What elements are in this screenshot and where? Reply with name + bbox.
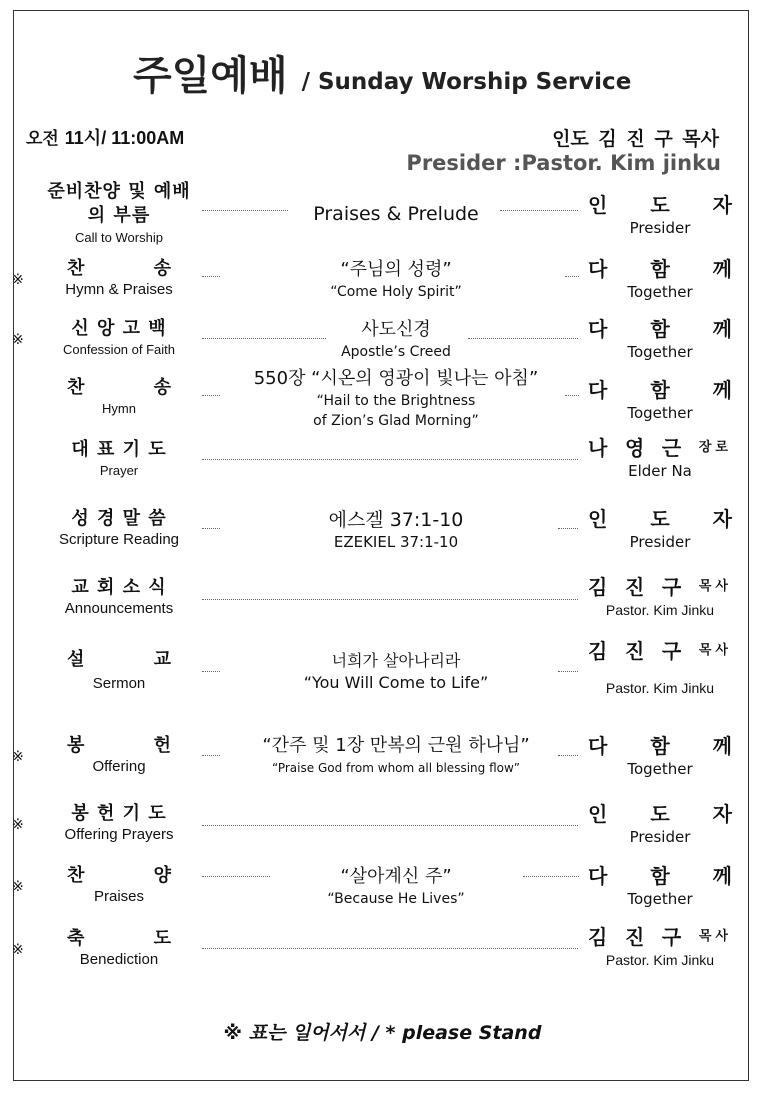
item-content xyxy=(210,202,582,226)
char: 다 xyxy=(588,257,608,281)
item-leader xyxy=(588,435,732,461)
item-korean xyxy=(45,649,193,671)
char: 자 xyxy=(712,802,732,826)
item-label xyxy=(45,803,193,845)
item-english: Call to Worship xyxy=(75,230,163,245)
char: 구 xyxy=(661,575,682,599)
char: 도 xyxy=(650,193,670,217)
item-korean: 대 표 기 도 xyxy=(71,439,167,460)
item-english: Hymn & Praises xyxy=(65,281,173,298)
char: 께 xyxy=(712,734,732,758)
item-korean xyxy=(45,928,193,950)
leader-dots xyxy=(558,528,578,529)
char: 인 xyxy=(588,507,608,531)
item-content xyxy=(210,318,582,362)
item-subtitle: “Come Holy Spirit” xyxy=(330,284,462,300)
item-leader-english: Together xyxy=(627,890,693,908)
item-leader-english: Pastor. Kim Jinku xyxy=(605,952,715,968)
item-content xyxy=(210,865,582,909)
item-title: “간주 및 1장 만복의 근원 하나님” xyxy=(262,735,530,756)
char: 헌 xyxy=(153,735,171,756)
title-english: / Sunday Worship Service xyxy=(301,69,632,95)
leader-dots xyxy=(565,395,579,396)
time-value: 11시/ 11:00AM xyxy=(64,128,185,148)
item-content xyxy=(210,258,582,302)
char: 함 xyxy=(650,734,670,758)
item-korean xyxy=(45,865,193,887)
char: 자 xyxy=(712,193,732,217)
item-label xyxy=(45,508,193,550)
presider-english: Presider :Pastor. Kim jinku xyxy=(406,151,721,175)
item-english: Confession of Faith xyxy=(62,342,175,357)
item-english: Offering Prayers xyxy=(64,826,174,843)
char: 함 xyxy=(650,317,670,341)
item-label xyxy=(45,928,193,970)
item-korean xyxy=(45,735,193,757)
item-label xyxy=(45,649,193,694)
item-leader-english: Together xyxy=(627,404,693,422)
char: 설 xyxy=(67,649,85,670)
service-time xyxy=(26,124,184,150)
item-leader-english: Presider xyxy=(629,219,691,237)
item-english: Offering xyxy=(92,758,146,775)
item-subtitle-2: of Zion’s Glad Morning” xyxy=(313,413,479,429)
leader-title: 목사 xyxy=(698,643,732,658)
char: 찬 xyxy=(67,258,85,279)
item-leader-english: Pastor. Kim Jinku xyxy=(605,680,715,696)
page-title xyxy=(133,44,631,101)
item-leader-english: Together xyxy=(627,283,693,301)
item-leader xyxy=(588,638,732,664)
stand-note: ※ 표는 일어서서 / * please Stand xyxy=(223,1022,542,1044)
item-leader xyxy=(588,316,732,342)
item-leader xyxy=(588,192,732,218)
item-english: Benediction xyxy=(79,951,159,968)
item-korean xyxy=(45,258,193,280)
item-label xyxy=(45,865,193,907)
char: 교 xyxy=(153,649,171,670)
char: 김 xyxy=(588,639,608,663)
item-leader-english: Together xyxy=(627,343,693,361)
char: 송 xyxy=(153,258,171,279)
char: 김 xyxy=(588,925,608,949)
item-label xyxy=(45,258,193,300)
leader-dots xyxy=(202,825,578,826)
char: 께 xyxy=(712,378,732,402)
item-content xyxy=(210,649,582,693)
leader-title: 목사 xyxy=(698,579,732,594)
item-leader xyxy=(588,574,732,600)
leader-title: 장로 xyxy=(698,440,732,455)
item-leader xyxy=(588,733,732,759)
char: 진 xyxy=(624,925,645,949)
item-leader-english: Presider xyxy=(629,533,691,551)
char: 찬 xyxy=(67,377,85,398)
char: 송 xyxy=(153,377,171,398)
item-leader-english: Elder Na xyxy=(628,462,692,480)
char: 찬 xyxy=(67,865,85,886)
leader-dots xyxy=(202,459,578,460)
leader-dots xyxy=(558,671,578,672)
char: 영 xyxy=(624,436,645,460)
item-label xyxy=(45,577,193,619)
item-leader-english: Presider xyxy=(629,828,691,846)
item-subtitle: “Praise God from whom all blessing flow” xyxy=(272,761,520,775)
item-english: Scripture Reading xyxy=(58,531,180,548)
item-leader-cell xyxy=(588,377,732,423)
char: 함 xyxy=(650,864,670,888)
char: 다 xyxy=(588,378,608,402)
item-label xyxy=(45,735,193,777)
char: 다 xyxy=(588,734,608,758)
item-title: Praises & Prelude xyxy=(313,203,479,225)
item-title: “주님의 성령” xyxy=(340,259,452,280)
char: 도 xyxy=(650,802,670,826)
leader-dots xyxy=(558,755,578,756)
item-subtitle: Apostle’s Creed xyxy=(341,344,451,360)
stand-mark: ※ xyxy=(12,817,24,833)
stand-mark: ※ xyxy=(12,942,24,958)
item-label xyxy=(45,377,193,419)
item-leader-cell xyxy=(588,924,732,970)
item-leader-cell xyxy=(588,435,732,481)
item-leader xyxy=(588,377,732,403)
char: 봉 xyxy=(67,735,85,756)
item-title: “살아계신 주” xyxy=(340,866,452,887)
item-english: Praises xyxy=(93,888,145,905)
item-english: Announcements xyxy=(64,600,174,617)
stand-mark: ※ xyxy=(12,272,24,288)
char: 인 xyxy=(588,802,608,826)
item-leader-cell xyxy=(588,733,732,779)
item-leader-cell xyxy=(588,801,732,847)
stand-mark: ※ xyxy=(12,879,24,895)
char: 김 xyxy=(588,575,608,599)
char: 구 xyxy=(661,639,682,663)
item-leader-cell xyxy=(588,192,732,238)
leader-dots xyxy=(523,876,579,877)
char: 양 xyxy=(153,865,171,886)
char: 다 xyxy=(588,317,608,341)
item-title: 사도신경 xyxy=(361,319,431,340)
item-subtitle: “Hail to the Brightness xyxy=(316,393,476,409)
item-label xyxy=(45,439,193,481)
item-leader-english: Pastor. Kim Jinku xyxy=(605,602,715,618)
item-english: Prayer xyxy=(99,463,139,478)
item-leader-cell xyxy=(588,316,732,362)
char: 께 xyxy=(712,257,732,281)
item-korean xyxy=(45,377,193,399)
item-title: 너희가 살아나리라 xyxy=(331,651,461,670)
time-prefix: 오전 xyxy=(26,129,59,149)
char: 축 xyxy=(67,928,85,949)
stand-mark: ※ xyxy=(12,332,24,348)
stand-mark: ※ xyxy=(12,749,24,765)
item-leader-cell xyxy=(588,506,732,552)
item-korean: 신 앙 고 백 xyxy=(71,318,167,339)
char: 께 xyxy=(712,317,732,341)
item-korean: 성 경 말 씀 xyxy=(71,508,167,529)
item-leader-cell xyxy=(588,256,732,302)
char: 도 xyxy=(153,928,171,949)
item-leader-cell xyxy=(588,863,732,909)
leader-dots xyxy=(202,948,578,949)
presider-korean: 인도 김 진 구 목사 xyxy=(552,128,719,150)
item-subtitle: “You Will Come to Life” xyxy=(303,673,489,692)
leader-dots xyxy=(468,338,578,339)
item-leader xyxy=(588,863,732,889)
leader-dots xyxy=(202,599,578,600)
char: 께 xyxy=(712,864,732,888)
char: 근 xyxy=(661,436,682,460)
char: 도 xyxy=(650,507,670,531)
char: 나 xyxy=(588,436,608,460)
item-leader-cell xyxy=(588,574,732,620)
item-content xyxy=(210,508,582,552)
char: 자 xyxy=(712,507,732,531)
title-korean: 주일예배 xyxy=(133,53,288,99)
item-subtitle: “Because He Lives” xyxy=(327,891,465,907)
item-leader-cell xyxy=(588,638,732,698)
char: 함 xyxy=(650,257,670,281)
item-english: Sermon xyxy=(92,675,146,692)
item-content xyxy=(210,734,582,778)
char: 함 xyxy=(650,378,670,402)
item-leader xyxy=(588,924,732,950)
char: 인 xyxy=(588,193,608,217)
item-leader xyxy=(588,506,732,532)
item-leader xyxy=(588,801,732,827)
char: 진 xyxy=(624,575,645,599)
item-leader xyxy=(588,256,732,282)
leader-title: 목사 xyxy=(698,929,732,944)
item-subtitle: EZEKIEL 37:1-10 xyxy=(333,533,459,551)
item-label xyxy=(45,180,193,248)
item-leader-english: Together xyxy=(627,760,693,778)
leader-dots xyxy=(565,276,579,277)
leader-dots xyxy=(500,210,578,211)
item-english: Hymn xyxy=(102,401,136,416)
item-label xyxy=(45,318,193,360)
item-content xyxy=(210,367,582,431)
item-title: 에스겔 37:1-10 xyxy=(328,509,464,531)
item-korean: 봉 헌 기 도 xyxy=(71,803,167,824)
item-korean: 준비찬양 및 예배의 부름 xyxy=(47,181,191,226)
char: 구 xyxy=(661,925,682,949)
char: 진 xyxy=(624,639,645,663)
item-korean: 교 회 소 식 xyxy=(71,577,167,598)
item-title: 550장 “시온의 영광이 빛나는 아침” xyxy=(253,368,539,389)
char: 다 xyxy=(588,864,608,888)
